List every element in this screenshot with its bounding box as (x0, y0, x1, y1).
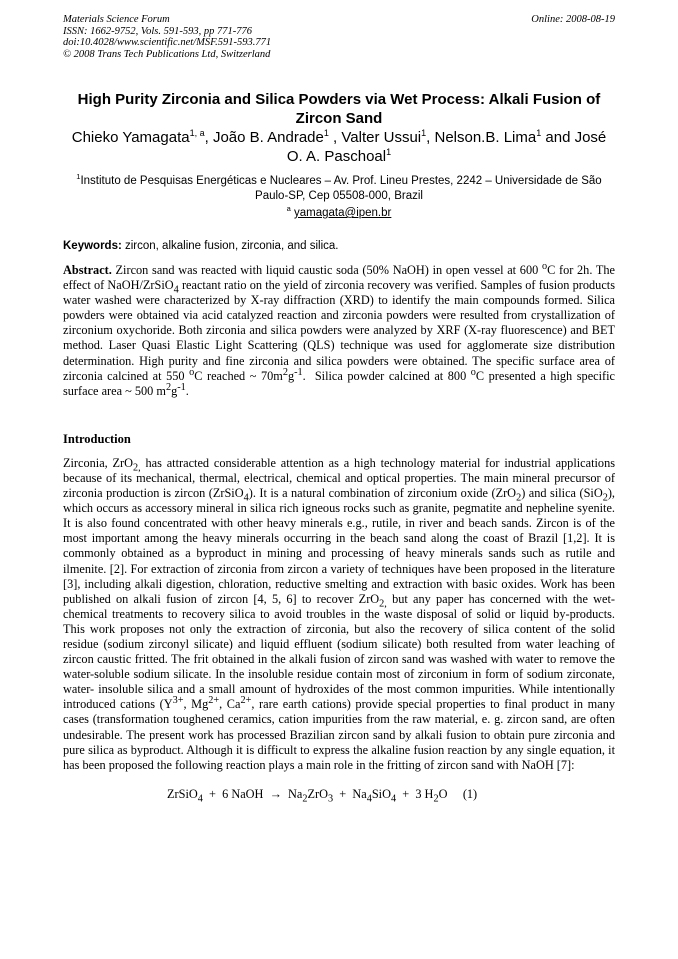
paper-page (63, 14, 615, 805)
abstract (63, 260, 615, 399)
corresponding-email (63, 206, 615, 221)
copyright-line: © 2008 Trans Tech Publications Ltd, Switzerland (63, 48, 271, 60)
doi-line: doi:10.4028/www.scientific.net/MSF.591-593.771 (63, 37, 272, 48)
email-marker: a (286, 204, 291, 214)
paper-title: High Purity Zirconia and Silica Powders via Wet Process: Alkali Fusion of Zircon Sand (77, 91, 601, 127)
keywords-label: Keywords: (63, 240, 122, 252)
equation-1: ZrSiO$_4$ + 6 NaOH → $Na_2ZrO_3 + Na_4SiO_4 + 3$ $H_2O$ (1) (167, 786, 478, 805)
keywords-text: zircon, alkaline fusion, zirconia, and silica. (121, 240, 339, 252)
abstract-label: Abstract. (63, 263, 112, 277)
introduction-body: Zirconia, ZrO$_{2,}$ has attracted considerable attention as a high technology material for industrial applications because of its mechanical, thermal, electrical, chemical and optical properties. The main mineral precursor of zirconia production is zircon (ZrSiO$_4$). It is a natural combination of zirconium oxide (ZrO$_2$) and silica (SiO$_2$), which occurs as accessory mineral in silica rich igneous rocks such as granite, pegmatite and nepheline syenite. It is also found concentrated with other heavy minerals e.g., rutile, in river and beach sands. Zircon is of the most important among the heavy minerals occurring in the beach sand along the coast of Brazil [1,2]. It is commonly obtained as a byproduct in mining and processing of heavy minerals sands such as rutile and ilmenite. [2]. For extraction of zirconia from zircon a variety of techniques have been proposed in the literature [3], including alkali digestion, chloration, reductive smelting and extraction with basic oxides. Work has been published on alkali fusion of zircon [4, 5, 6] to recover ZrO$_{2,}$ but any paper has concerned with the wet-chemical treatments to recovery silica to avoid troubles in the waste disposal of solid or liquid by-products. This work proposes not only the extraction of zirconia, but also the recovery of silica content of the solid residue (sodium zirconyl silicate) and liquid effluent (sodium silicate) both resulted from water leaching of zircon caustic fritted. The frit obtained in the alkali fusion of zircon sand was washed with water to remove the water-soluble sodium silicate. In the insoluble residue contain most of zirconium in form of sodium zirconate, water- insoluble silica and a small amount of hydroxides of the most common impurities. While intentionally introduced cations ($Y^{3+}$, $Mg^{2+}$, $Ca^{2+}$, rare earth cations) provide special properties to final product in many cases (transformation toughened ceramics, cation impurities from the raw material, e. g. zircon sand, are often undesirable. The present work has processed Brazilian zircon sand by alkali fusion to obtain pure zirconia and pure silica as byproduct. Although it is difficult to express the alkaline fusion reaction by any single equation, it has been proposed the following reaction plays a main role in the fritting of zircon sand with NaOH [7]: (63, 455, 615, 772)
issn-line: ISSN: 1662-9752, Vols. 591-593, pp 771-776 (63, 25, 252, 37)
author-list: Chieko Yamagata$^{1, a}$, João B. Andrade$^1$ , Valter Ussui$^1$, Nelson.B. Lima$^1$ and José O. A. Paschoal$^1$ (71, 128, 607, 165)
section-heading-introduction: Introduction (63, 431, 131, 446)
publication-header (63, 14, 615, 60)
journal-name: Materials Science Forum (63, 14, 170, 25)
online-date: Online: 2008-08-19 (531, 14, 615, 25)
affiliation: $^1$Instituto de Pesquisas Energéticas e Nucleares – Av. Prof. Lineu Prestes, 2242 – Universidade de São Paulo-SP, Cep 05508-000, Brazil (76, 172, 602, 202)
email-link[interactable]: yamagata@ipen.br (294, 207, 392, 219)
keywords (63, 239, 615, 254)
abstract-body: Zircon sand was reacted with liquid caustic soda (50% NaOH) in open vessel at 600 $^o$C for 2h. The effect of NaOH/ZrSiO$_4$ reactant ratio on the yield of zirconia recovery was verified. Samples of fusion products water washed were characterized by X-ray diffraction (XRD) to identify the main compounds formed. Silica powders were obtained via acid catalyzed reaction and zirconia powders were resulted from crystallization of zirconium oxychoride. Both zirconia and silica powders were analyzed by XRF (X-ray fluorescence) and BET method. Laser Quasi Elastic Light Scattering (QLS) technique was used for agglomerate size distribution determination. High purity and fine zirconia and silica powders were obtained. The specific surface area of zirconia calcined at 550 $^o$C reached ~ $70m^2g^{-1}$. Silica powder calcined at 800 $^o$C presented a high specific surface area ~ 500 $m^2g^{-1}$. (63, 260, 615, 398)
